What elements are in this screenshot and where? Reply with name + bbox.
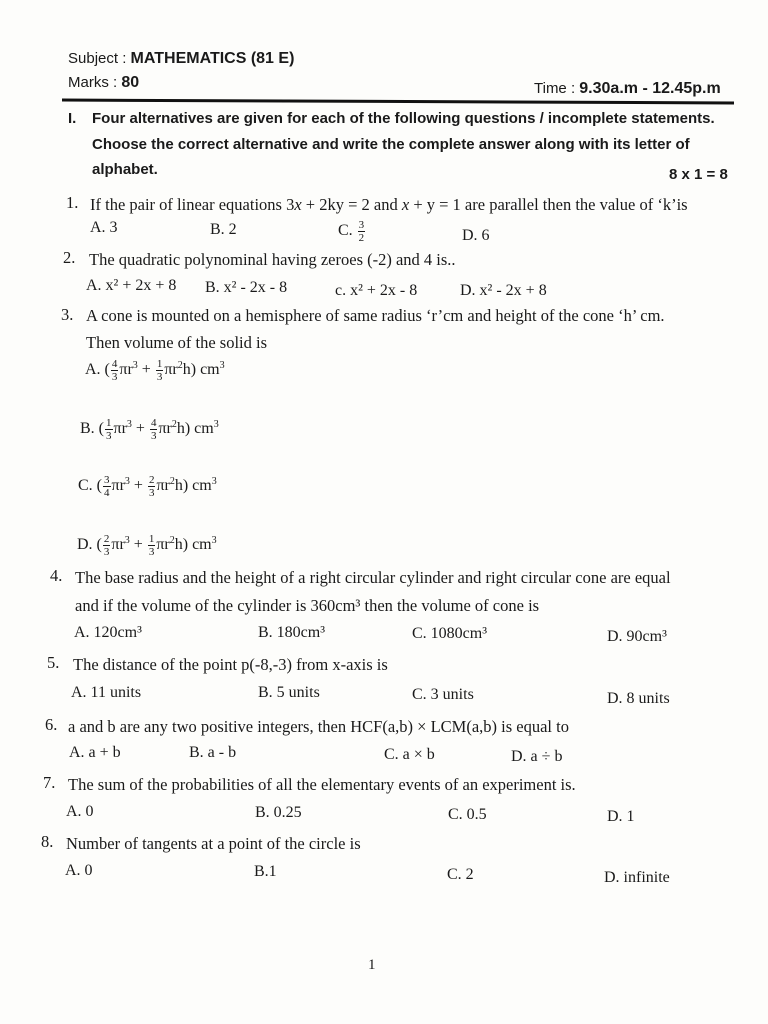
plus-sign: + [129, 536, 147, 554]
question-3-line-2: Then volume of the solid is [86, 333, 268, 352]
instruction-line-2: Choose the correct alternative and write the complete answer along with its letter of [92, 136, 690, 153]
q3d-exp-3: 3 [211, 534, 217, 546]
q3b-term-3: h) cm [176, 420, 214, 438]
q3b-letter: B. ( [80, 420, 104, 438]
q6-option-d[interactable]: D. a ÷ b [511, 748, 563, 765]
q4-option-c[interactable]: C. 1080cm³ [412, 625, 488, 642]
question-2-text: The quadratic polynominal having zeroes (-2) and 4 is.. [89, 250, 456, 269]
instruction-line-3: alphabet. [92, 161, 158, 178]
q3-option-c[interactable] [78, 474, 217, 499]
q3d-exp-2: 2 [169, 534, 175, 546]
q6-option-a[interactable]: A. a + b [69, 744, 121, 761]
q5-option-d[interactable]: D. 8 units [607, 690, 670, 707]
question-2-number: 2. [63, 248, 76, 267]
q3c-letter: C. ( [78, 477, 102, 495]
fraction-numerator: 1 [148, 533, 155, 545]
q1-text-part-2: + 2ky = 2 and [301, 195, 402, 214]
q8-option-d[interactable]: D. infinite [604, 869, 670, 886]
fraction-denominator: 4 [104, 487, 110, 499]
question-1-number: 1. [66, 193, 79, 212]
fraction-numerator: 1 [106, 417, 112, 429]
q5-option-b[interactable]: B. 5 units [258, 684, 320, 701]
q3a-exp-1: 3 [132, 359, 138, 371]
q1-text-part-3: + y = 1 are parallel then the value of ‘k’is [409, 195, 688, 214]
q3a-term-1: πr [119, 361, 133, 379]
question-7-number: 7. [43, 773, 56, 792]
q3b-term-2: πr [158, 420, 172, 438]
fraction-denominator: 3 [150, 430, 157, 442]
q3a-fraction-1 [111, 358, 119, 383]
q3b-fraction-1 [105, 417, 113, 442]
q1-var-x-1: x [294, 195, 302, 214]
fraction-denominator: 3 [111, 371, 118, 383]
time-value: 9.30a.m - 12.45p.m [579, 80, 721, 97]
q3-option-b[interactable] [80, 417, 219, 442]
q3a-fraction-2 [156, 358, 164, 383]
q3c-term-1: πr [111, 477, 125, 495]
q7-option-d[interactable]: D. 1 [607, 808, 635, 825]
q3-option-a[interactable] [85, 358, 225, 383]
fraction-denominator: 3 [156, 371, 163, 383]
q3c-exp-2: 2 [169, 475, 175, 487]
time-line [534, 80, 721, 98]
q8-option-a[interactable]: A. 0 [65, 862, 93, 879]
q3a-exp-2: 2 [177, 359, 183, 371]
q3d-exp-1: 3 [124, 534, 130, 546]
section-marks: 8 x 1 = 8 [669, 166, 728, 183]
question-6-number: 6. [45, 715, 58, 734]
q3c-fraction-2 [148, 474, 156, 499]
fraction-numerator: 2 [148, 474, 155, 486]
q1-option-b[interactable]: B. 2 [210, 221, 237, 238]
q1-option-c[interactable] [338, 219, 366, 244]
q4-option-d[interactable]: D. 90cm³ [607, 628, 667, 645]
q3b-fraction-2 [150, 417, 158, 442]
fraction-numerator: 4 [111, 358, 118, 370]
question-6-text: a and b are any two positive integers, then HCF(a,b) × LCM(a,b) is equal to [68, 717, 569, 736]
page-number: 1 [368, 957, 376, 973]
q7-option-c[interactable]: C. 0.5 [448, 806, 487, 823]
q3a-term-2: πr [164, 361, 178, 379]
q6-option-c[interactable]: C. a × b [384, 746, 435, 763]
q3c-exp-1: 3 [124, 475, 130, 487]
q1-option-a[interactable]: A. 3 [90, 219, 118, 236]
marks-line [68, 74, 139, 92]
q4-option-a[interactable]: A. 120cm³ [74, 624, 142, 641]
question-4-number: 4. [50, 566, 63, 585]
q3d-term-3: h) cm [174, 536, 212, 554]
q1-text-part-1: If the pair of linear equations 3 [90, 195, 295, 214]
question-8-number: 8. [41, 832, 54, 851]
q2-option-d[interactable]: D. x² - 2x + 8 [460, 282, 547, 299]
q2-option-a[interactable]: A. x² + 2x + 8 [86, 277, 177, 294]
subject-value: MATHEMATICS (81 E) [130, 50, 295, 67]
q7-option-a[interactable]: A. 0 [66, 803, 94, 820]
q3c-fraction-1 [103, 474, 111, 499]
subject-label: Subject : [68, 50, 131, 67]
q3d-fraction-2 [148, 533, 156, 558]
q3a-letter: A. ( [85, 361, 110, 379]
fraction-denominator: 3 [148, 546, 155, 558]
fraction-denominator: 3 [148, 487, 155, 499]
q3b-exp-3: 3 [213, 418, 219, 430]
q3c-term-2: πr [156, 477, 170, 495]
q3c-term-3: h) cm [174, 477, 212, 495]
fraction-numerator: 2 [103, 533, 110, 545]
q1-option-c-label: C. [338, 222, 357, 240]
q5-option-a[interactable]: A. 11 units [71, 684, 142, 701]
q2-option-c[interactable]: c. x² + 2x - 8 [335, 282, 418, 299]
q7-option-b[interactable]: B. 0.25 [255, 804, 302, 821]
plus-sign: + [131, 420, 149, 438]
q5-option-c[interactable]: C. 3 units [412, 686, 474, 703]
instruction-line-1: Four alternatives are given for each of the following questions / incomplete statements. [92, 110, 715, 127]
q8-option-c[interactable]: C. 2 [447, 866, 474, 883]
fraction-denominator: 3 [103, 546, 110, 558]
q3b-term-1: πr [113, 420, 127, 438]
q3b-exp-1: 3 [126, 418, 132, 430]
question-3-line-1: A cone is mounted on a hemisphere of same radius ‘r’cm and height of the cone ‘h’ cm. [86, 306, 665, 325]
q6-option-b[interactable]: B. a - b [189, 744, 237, 761]
question-3-number: 3. [61, 305, 74, 324]
q3d-term-1: πr [111, 536, 125, 554]
plus-sign: + [137, 361, 155, 379]
question-5-number: 5. [47, 653, 60, 672]
header-rule [62, 99, 734, 105]
question-7-text: The sum of the probabilities of all the elementary events of an experiment is. [68, 775, 576, 794]
q1-option-d[interactable]: D. 6 [462, 227, 490, 244]
q2-option-b[interactable]: B. x² - 2x - 8 [205, 279, 288, 296]
section-number: I. [68, 110, 77, 127]
q3d-letter: D. ( [77, 536, 102, 554]
question-8-text: Number of tangents at a point of the circle is [66, 834, 361, 853]
q3c-exp-3: 3 [211, 475, 217, 487]
q1-var-x-2: x [401, 195, 410, 214]
question-4-line-2: and if the volume of the cylinder is 360cm³ then the volume of cone is [75, 596, 540, 615]
q3a-exp-3: 3 [219, 359, 225, 371]
fraction-denominator: 2 [358, 232, 365, 244]
fraction-numerator: 4 [150, 417, 157, 429]
subject-line [68, 50, 294, 68]
fraction-denominator: 3 [106, 430, 112, 442]
question-4-line-1: The base radius and the height of a right circular cylinder and right circular cone are equal [75, 568, 671, 587]
marks-value: 80 [121, 74, 140, 91]
question-5-text: The distance of the point p(-8,-3) from x-axis is [73, 655, 388, 674]
q3d-fraction-1 [103, 533, 111, 558]
q8-option-b[interactable]: B.1 [254, 863, 277, 880]
question-1-text [90, 195, 688, 215]
q1-option-c-fraction [358, 219, 366, 244]
plus-sign: + [129, 477, 147, 495]
fraction-numerator: 3 [104, 474, 110, 486]
q4-option-b[interactable]: B. 180cm³ [258, 624, 326, 641]
fraction-numerator: 1 [156, 358, 163, 370]
q3a-term-3: h) cm [182, 361, 220, 379]
q3-option-d[interactable] [77, 533, 217, 558]
marks-label: Marks : [68, 74, 122, 91]
q3d-term-2: πr [156, 536, 170, 554]
q3b-exp-2: 2 [171, 418, 177, 430]
time-label: Time : [534, 80, 580, 97]
fraction-numerator: 3 [358, 219, 365, 231]
